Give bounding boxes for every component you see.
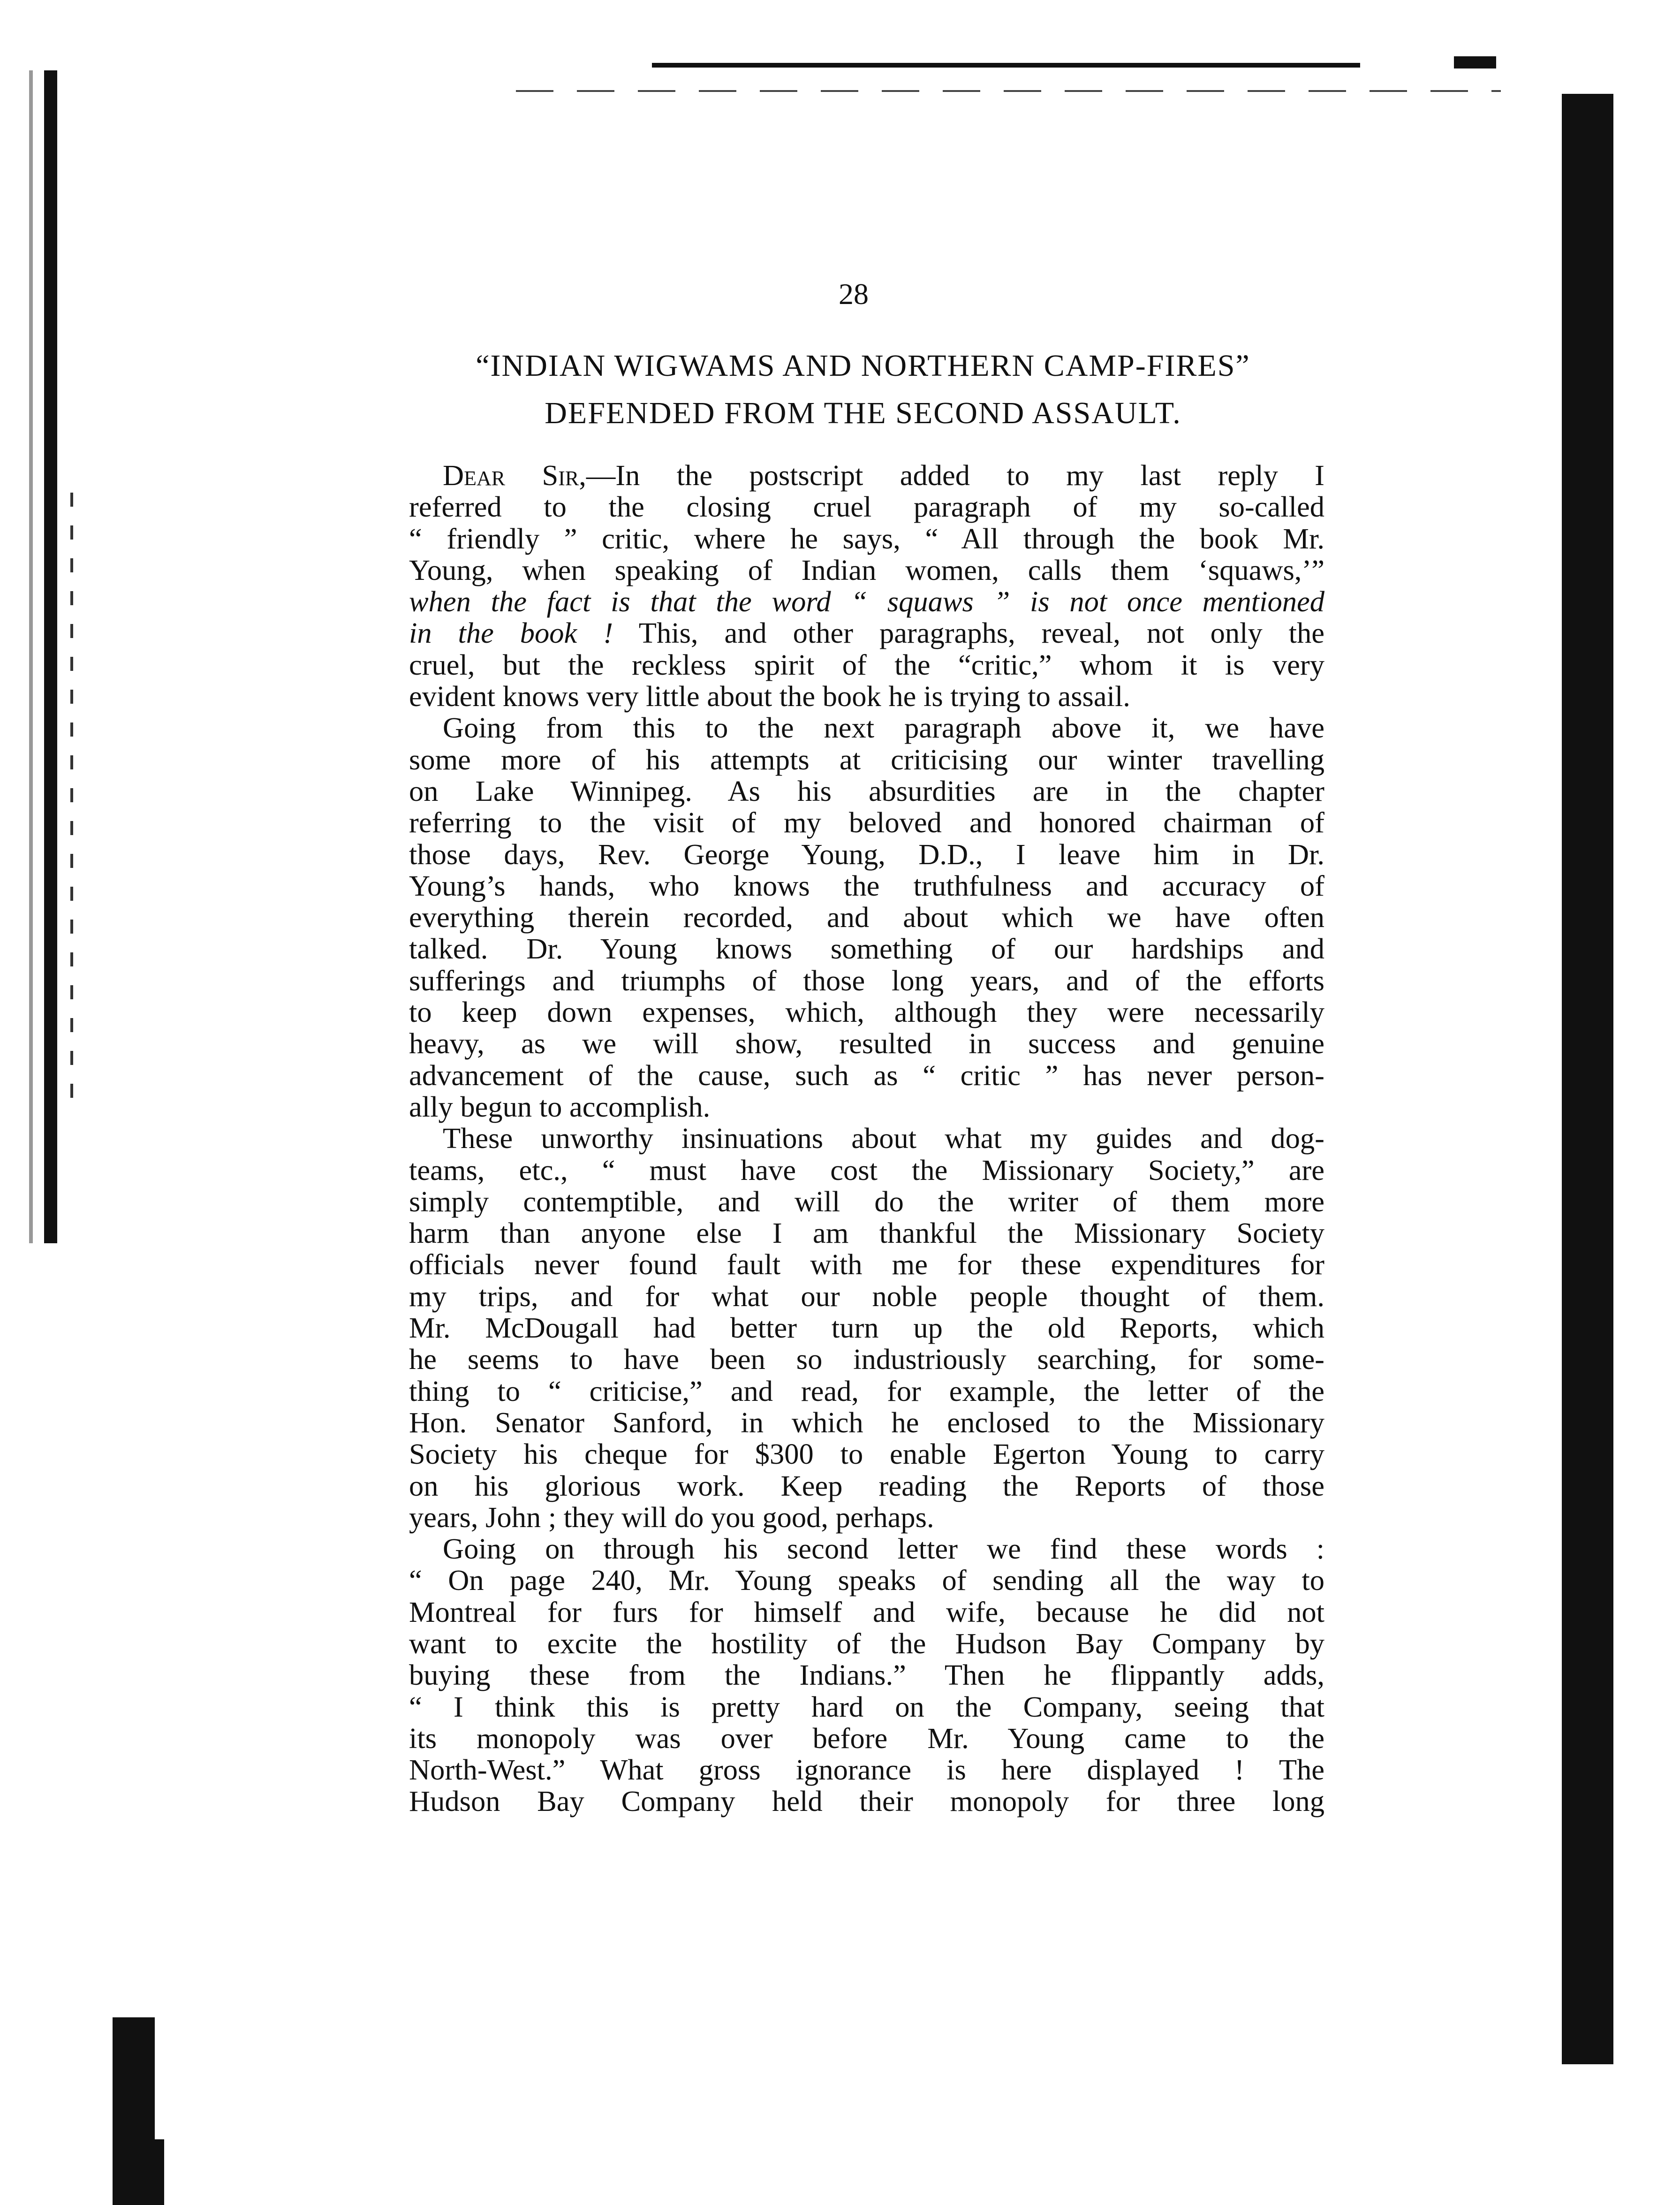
- page-heading-line-2: DEFENDED FROM THE SECOND ASSAULT.: [545, 396, 1181, 430]
- text-line: sufferings and triumphs of those long years, and of the efforts: [409, 964, 1324, 997]
- text-line: thing to “ criticise,” and read, for example, the letter of the: [409, 1374, 1324, 1407]
- text-line: on Lake Winnipeg. As his absurdities are in the chapter: [409, 774, 1324, 807]
- scan-edge-shadow-left: [29, 70, 33, 1243]
- page-heading-line-1: “INDIAN WIGWAMS AND NORTHERN CAMP-FIRES”: [476, 349, 1250, 383]
- text-line: North-West.” What gross ignorance is here displayed ! The: [409, 1753, 1324, 1787]
- text-line: years, John ; they will do you good, perhaps.: [409, 1500, 934, 1534]
- text-line: These unworthy insinuations about what my guides and dog-: [443, 1122, 1324, 1155]
- text-line: some more of his attempts at criticising our winter travelling: [409, 743, 1324, 776]
- text-line: “ friendly ” critic, where he says, “ All through the book Mr.: [409, 522, 1324, 555]
- text-line: my trips, and for what our noble people thought of them.: [409, 1279, 1324, 1313]
- text-line: those days, Rev. George Young, D.D., I leave him in Dr.: [409, 837, 1324, 871]
- text-line: Hon. Senator Sanford, in which he enclosed to the Missionary: [409, 1406, 1324, 1439]
- text-line: on his glorious work. Keep reading the Reports of those: [409, 1469, 1324, 1502]
- body-text: [409, 460, 1324, 1817]
- text-line: Young, when speaking of Indian women, calls them ‘squaws,’”: [409, 553, 1324, 586]
- text-line: “ On page 240, Mr. Young speaks of sending all the way to: [409, 1564, 1324, 1597]
- scan-edge-dashes-left: [70, 493, 73, 1102]
- text-line: he seems to have been so industriously searching, for some-: [409, 1343, 1324, 1376]
- text-line: Going on through his second letter we find these words :: [443, 1532, 1324, 1566]
- text-line: buying these from the Indians.” Then he flippantly adds,: [409, 1658, 1324, 1692]
- text-line: harm than anyone else I am thankful the Missionary Society: [409, 1217, 1324, 1250]
- text-line: Mr. McDougall had better turn up the old Reports, which: [409, 1311, 1324, 1345]
- text-line: heavy, as we will show, resulted in success and genuine: [409, 1027, 1324, 1060]
- text-line: Dear Sir,—In the postscript added to my last reply I: [443, 459, 1324, 492]
- text-line: referring to the visit of my beloved and honored chairman of: [409, 806, 1324, 839]
- text-line: “ I think this is pretty hard on the Company, seeing that: [409, 1690, 1324, 1723]
- text-line: Hudson Bay Company held their monopoly for three long: [409, 1785, 1324, 1818]
- text-line: in the book ! This, and other paragraphs, reveal, not only the: [409, 616, 1324, 650]
- text-line: advancement of the cause, such as “ critic ” has never person-: [409, 1058, 1324, 1092]
- scan-edge-bar-right: [1562, 94, 1613, 2064]
- text-line: its monopoly was over before Mr. Young came to the: [409, 1721, 1324, 1755]
- text-line: evident knows very little about the book he is trying to assail.: [409, 680, 1130, 713]
- text-line: Going from this to the next paragraph above it, we have: [443, 711, 1324, 745]
- page-number: 28: [839, 277, 869, 311]
- text-line: officials never found fault with me for these expenditures for: [409, 1248, 1324, 1281]
- scan-edge-bar-left: [44, 70, 57, 1243]
- scan-top-rule: [652, 63, 1360, 68]
- text-line: talked. Dr. Young knows something of our hardships and: [409, 932, 1324, 966]
- text-line: everything therein recorded, and about which we have often: [409, 901, 1324, 934]
- scan-top-dashes: [516, 90, 1501, 92]
- text-line: when the fact is that the word “ squaws ” is not once mentioned: [409, 585, 1324, 618]
- text-line: Montreal for furs for himself and wife, because he did not: [409, 1595, 1324, 1628]
- text-line: Young’s hands, who knows the truthfulness and accuracy of: [409, 869, 1324, 902]
- text-line: Society his cheque for $300 to enable Egerton Young to carry: [409, 1437, 1324, 1471]
- text-line: referred to the closing cruel paragraph of my so-called: [409, 490, 1324, 524]
- text-line: want to excite the hostility of the Hudson Bay Company by: [409, 1627, 1324, 1660]
- text-line: ally begun to accomplish.: [409, 1090, 711, 1123]
- scan-edge-block-bottom-left: [113, 2139, 164, 2205]
- text-line: to keep down expenses, which, although they were necessarily: [409, 996, 1324, 1029]
- text-line: cruel, but the reckless spirit of the “critic,” whom it is very: [409, 648, 1324, 681]
- scan-top-mark: [1454, 56, 1496, 68]
- text-line: teams, etc., “ must have cost the Missionary Society,” are: [409, 1153, 1324, 1186]
- salutation: Dear Sir,: [443, 459, 586, 492]
- text-line: simply contemptible, and will do the writer of them more: [409, 1185, 1324, 1218]
